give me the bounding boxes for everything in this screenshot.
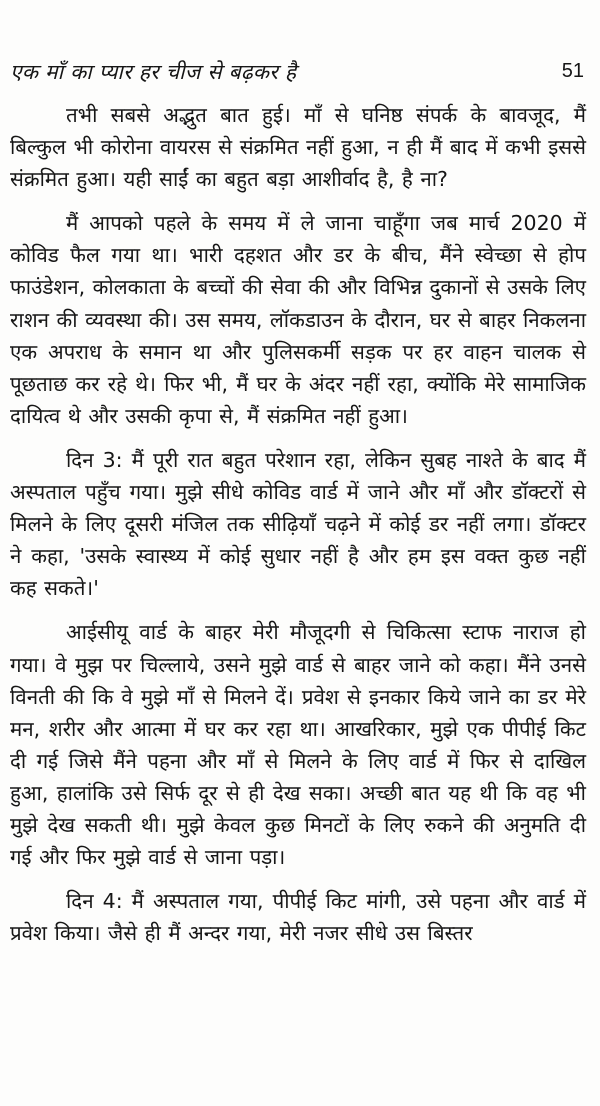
- paragraph: दिन 4: मैं अस्पताल गया, पीपीई किट मांगी, उसे पहना और वार्ड में प्रवेश किया। जैसे ही मैं अन्दर गया, मेरी नजर सीधे उस बिस्तर: [10, 889, 586, 946]
- paragraph: तभी सबसे अद्भुत बात हुई। माँ से घनिष्ठ संपर्क के बावजूद, मैं बिल्कुल भी कोरोना वायरस से संक्रमित नहीं हुआ, न ही मैं बाद में कभी इससे संक्रमित हुआ। यही साईं का बहुत बड़ा आशीर्वाद है, है ना?: [10, 103, 586, 192]
- page-header: [10, 58, 584, 92]
- page-number: 51: [561, 60, 584, 82]
- running-title: एक माँ का प्यार हर चीज से बढ़कर है: [10, 60, 297, 84]
- body-text: [10, 99, 586, 961]
- paragraph: आईसीयू वार्ड के बाहर मेरी मौजूदगी से चिकित्सा स्टाफ नाराज हो गया। वे मुझ पर चिल्लाये, उसने मुझे वार्ड से बाहर जाने को कहा। मैंने उनसे विनती की कि वे मुझे माँ से मिलने दें। प्रवेश से इनकार किये जाने का डर मेरे मन, शरीर और आत्मा में घर कर रहा था। आखरिकार, मुझे एक पीपीई किट दी गई जिसे मैंने पहना और माँ से मिलने के लिए वार्ड में फिर से दाखिल हुआ, हालांकि उसे सिर्फ दूर से ही देख सका। अच्छी बात यह थी कि वह भी मुझे देख सकती थी। मुझे केवल कुछ मिनटों के लिए रुकने की अनुमति दी गई और फिर मुझे वार्ड से जाना पड़ा।: [10, 620, 586, 870]
- paragraph: मैं आपको पहले के समय में ले जाना चाहूँगा जब मार्च 2020 में कोविड फैल गया था। भारी दहशत और डर के बीच, मैंने स्वेच्छा से होप फाउंडेशन, कोलकाता के बच्चों की सेवा की और विभिन्न दुकानों से उसके लिए राशन की व्यवस्था की। उस समय, लॉकडाउन के दौरान, घर से बाहर निकलना एक अपराध के समान था और पुलिसकर्मी सड़क पर हर वाहन चालक से पूछताछ कर रहे थे। फिर भी, मैं घर के अंदर नहीं रहा, क्योंकि मेरे सामाजिक दायित्व थे और उसकी कृपा से, मैं संक्रमित नहीं हुआ।: [10, 211, 586, 428]
- paragraph: दिन 3: मैं पूरी रात बहुत परेशान रहा, लेकिन सुबह नाश्ते के बाद मैं अस्पताल पहुँच गया। मुझे सीधे कोविड वार्ड में जाने और माँ और डॉक्टरों से मिलने के लिए दूसरी मंजिल तक सीढ़ियाँ चढ़ने में कोई डर नहीं लगा। डॉक्टर ने कहा, 'उसके स्वास्थ्य में कोई सुधार नहीं है और हम इस वक्त कुछ नहीं कह सकते।': [10, 447, 586, 601]
